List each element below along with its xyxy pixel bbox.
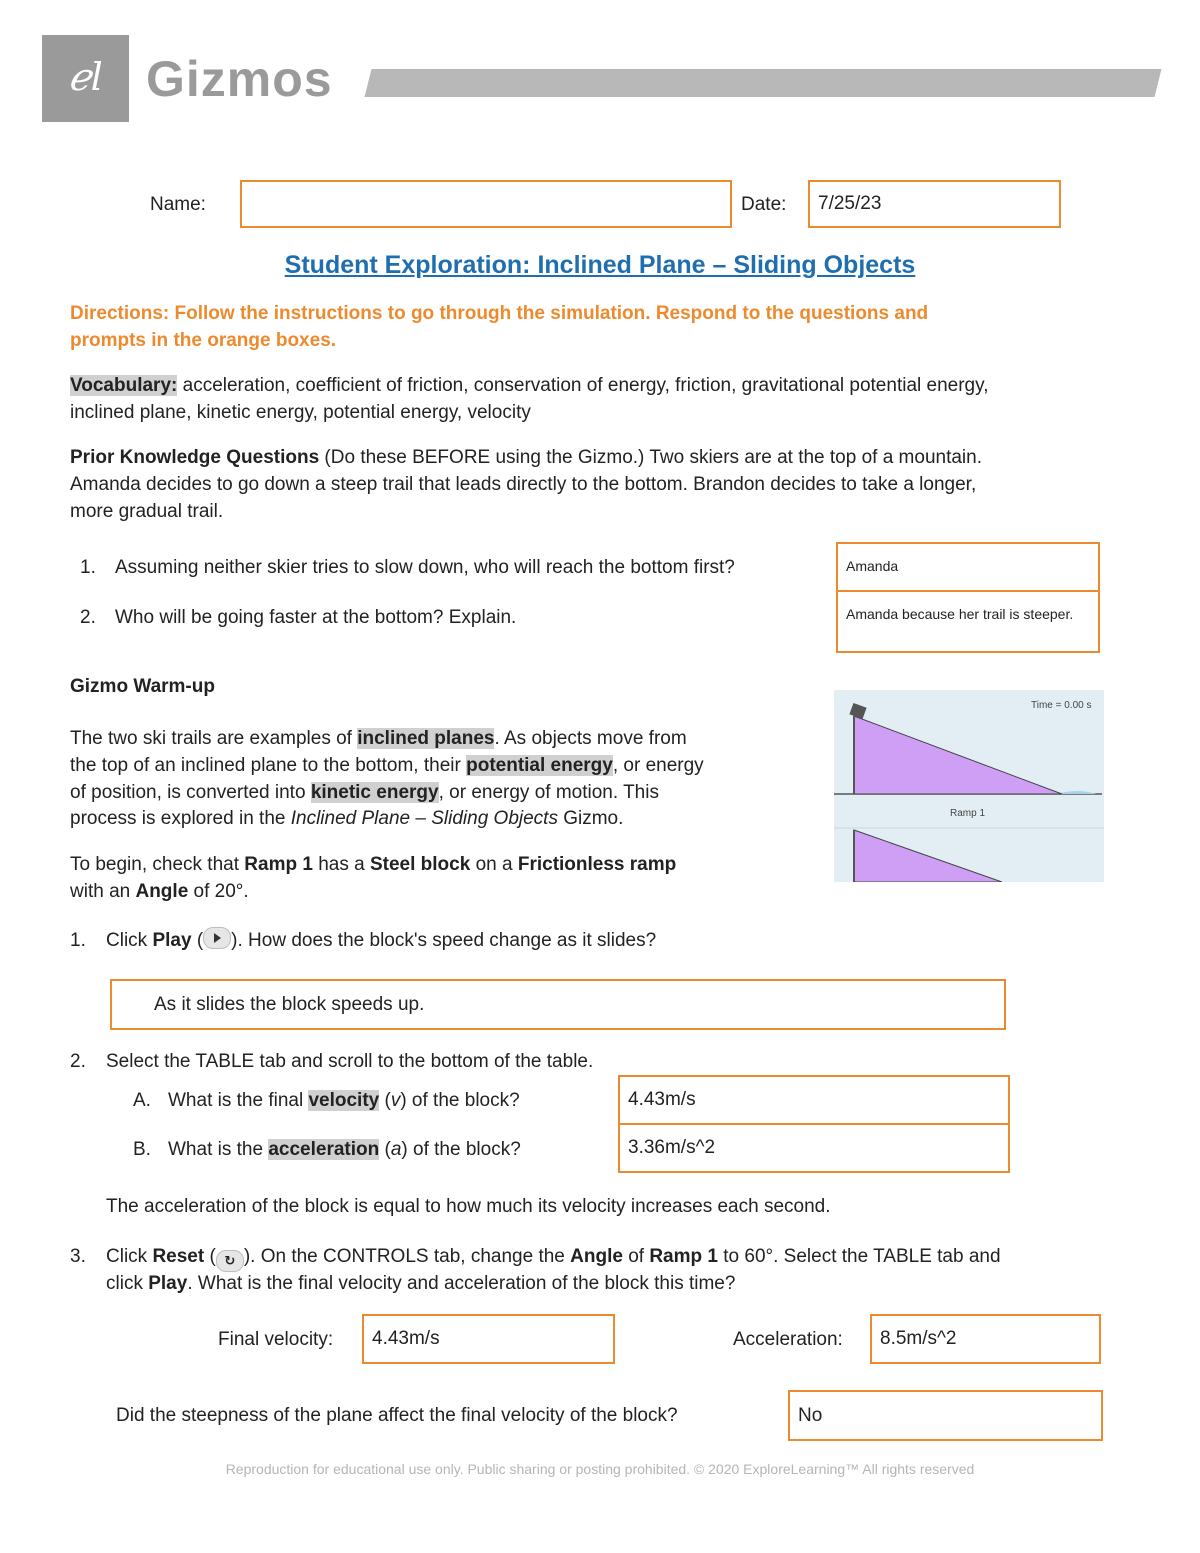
- directions-line-2: prompts in the orange boxes.: [70, 330, 337, 351]
- prior-knowledge-line-3: more gradual trail.: [70, 501, 224, 522]
- q2a-answer-box[interactable]: 4.43m/s: [618, 1075, 1010, 1125]
- begin-line-1: To begin, check that Ramp 1 has a Steel block on a Frictionless ramp: [70, 854, 677, 875]
- begin-line-2: with an Angle of 20°.: [70, 881, 249, 902]
- term-kinetic-energy: kinetic energy: [310, 782, 439, 803]
- final-velocity-label: Final velocity:: [218, 1329, 334, 1350]
- vocabulary-label: Vocabulary:: [70, 375, 178, 396]
- q3-number: 3.: [70, 1246, 86, 1267]
- sim-ramp-label: Ramp 1: [950, 808, 986, 819]
- name-field[interactable]: [240, 180, 732, 228]
- prior-knowledge-label: Prior Knowledge Questions: [70, 447, 320, 468]
- q2a-text: What is the final velocity (v) of the block?: [168, 1090, 520, 1111]
- play-icon: [203, 927, 231, 949]
- q2-number: 2.: [70, 1051, 86, 1072]
- q1-number: 1.: [70, 930, 86, 951]
- warmup-paragraph-line-4: process is explored in the Inclined Plane – Sliding Objects Gizmo.: [70, 808, 624, 829]
- page-title: Student Exploration: Inclined Plane – Sliding Objects: [284, 251, 916, 279]
- q1-answer-box[interactable]: As it slides the block speeds up.: [110, 979, 1006, 1030]
- explorelearning-logo-mark: ℯl: [68, 55, 103, 99]
- q2b-text: What is the acceleration (a) of the block?: [168, 1139, 521, 1160]
- simulation-screenshot: [834, 690, 1104, 882]
- warmup-paragraph-line-1: The two ski trails are examples of inclined planes. As objects move from: [70, 728, 687, 749]
- final-velocity-answer-box[interactable]: 4.43m/s: [362, 1314, 615, 1364]
- acceleration-label: Acceleration:: [733, 1329, 843, 1350]
- prior-q2-answer-box[interactable]: Amanda because her trail is steeper.: [836, 590, 1100, 653]
- prior-q1-text: Assuming neither skier tries to slow down, who will reach the bottom first?: [115, 557, 735, 578]
- q2b-answer-box[interactable]: 3.36m/s^2: [618, 1123, 1010, 1173]
- q2b-letter: B.: [133, 1139, 151, 1160]
- q2a-letter: A.: [133, 1090, 151, 1111]
- vocabulary-line-2: inclined plane, kinetic energy, potential energy, velocity: [70, 402, 531, 423]
- header-bar: [365, 69, 1162, 97]
- q1-text: Click Play ( ). How does the block's speed change as it slides?: [106, 927, 656, 954]
- reset-icon: ↻: [216, 1250, 244, 1272]
- directions-line-1: Directions: Follow the instructions to go through the simulation. Respond to the questions and: [70, 303, 929, 324]
- term-acceleration: acceleration: [268, 1139, 380, 1160]
- warmup-heading: Gizmo Warm-up: [70, 676, 215, 697]
- date-field[interactable]: 7/25/23: [808, 180, 1061, 228]
- term-potential-energy: potential energy: [466, 755, 613, 776]
- prior-knowledge-line-2: Amanda decides to go down a steep trail that leads directly to the bottom. Brandon decides to take a longer,: [70, 474, 977, 495]
- prior-q2-text: Who will be going faster at the bottom? Explain.: [115, 607, 517, 628]
- term-inclined-planes: inclined planes: [357, 728, 495, 749]
- sim-time-label: Time = 0.00 s: [1031, 700, 1092, 711]
- prior-q1-answer-box[interactable]: Amanda: [836, 542, 1100, 592]
- gizmos-logo-tile: [42, 35, 129, 122]
- warmup-paragraph-line-3: of position, is converted into kinetic energy, or energy of motion. This: [70, 782, 659, 803]
- term-velocity: velocity: [308, 1090, 380, 1111]
- steepness-answer-box[interactable]: No: [788, 1390, 1103, 1441]
- q3-line-2: click Play. What is the final velocity and acceleration of the block this time?: [106, 1273, 736, 1294]
- vocabulary-line-1: Vocabulary: acceleration, coefficient of friction, conservation of energy, friction, gravitational potential energy,: [70, 375, 989, 396]
- q3-line-1: Click Reset ( ↻ ). On the CONTROLS tab, change the Angle of Ramp 1 to 60°. Select the TABLE tab and: [106, 1243, 1001, 1272]
- footer-copyright: Reproduction for educational use only. Public sharing or posting prohibited. © 2020 ExploreLearning™ All rights reserved: [225, 1461, 975, 1477]
- steepness-question: Did the steepness of the plane affect the final velocity of the block?: [116, 1405, 678, 1426]
- date-label: Date:: [741, 194, 787, 215]
- acceleration-note: The acceleration of the block is equal to how much its velocity increases each second.: [106, 1196, 831, 1217]
- prior-q1-number: 1.: [80, 557, 96, 578]
- q2-text: Select the TABLE tab and scroll to the bottom of the table.: [106, 1051, 594, 1072]
- warmup-paragraph-line-2: the top of an inclined plane to the bottom, their potential energy, or energy: [70, 755, 704, 776]
- acceleration-answer-box[interactable]: 8.5m/s^2: [870, 1314, 1101, 1364]
- name-label: Name:: [150, 194, 206, 215]
- prior-q2-number: 2.: [80, 607, 96, 628]
- brand-name: Gizmos: [146, 51, 333, 107]
- prior-knowledge-line-1: Prior Knowledge Questions (Do these BEFORE using the Gizmo.) Two skiers are at the top of a mountain.: [70, 447, 982, 468]
